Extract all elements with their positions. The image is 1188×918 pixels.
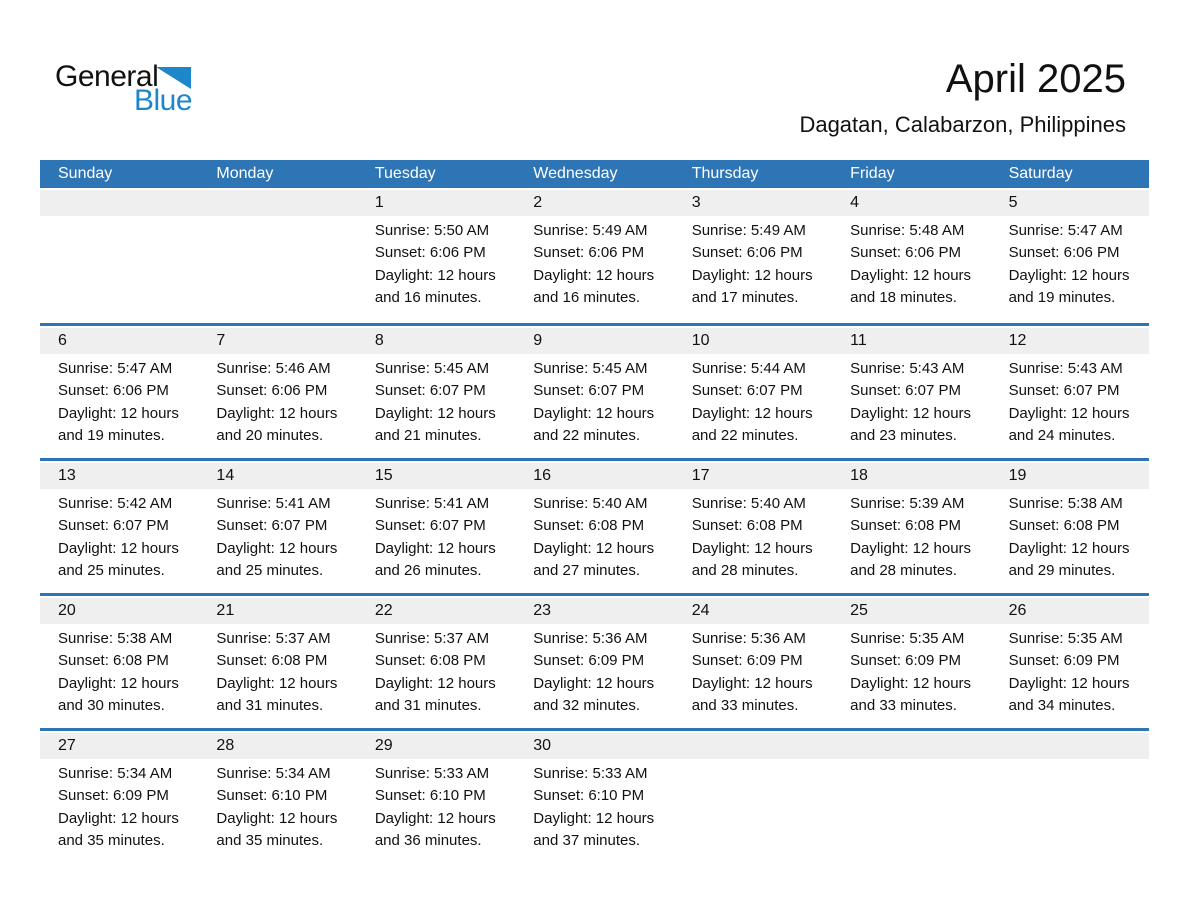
- day-info-line: Sunrise: 5:34 AM: [216, 765, 331, 782]
- day-info: [198, 759, 356, 853]
- calendar-week-row: [40, 323, 1149, 458]
- day-number: 22: [357, 598, 515, 624]
- general-blue-logo: [55, 60, 265, 132]
- day-info: [357, 489, 515, 583]
- weekday-header-saturday: Saturday: [1008, 165, 1073, 182]
- day-info: [198, 489, 356, 583]
- day-info-line: Sunrise: 5:40 AM: [691, 495, 806, 512]
- day-number: [198, 190, 356, 216]
- day-info: [674, 759, 832, 763]
- day-number: 20: [40, 598, 198, 624]
- day-info-line: Sunset: 6:07 PM: [216, 517, 328, 535]
- day-info: [357, 216, 515, 310]
- day-info-line: Daylight: 12 hours: [533, 674, 655, 692]
- day-info-line: Sunrise: 5:37 AM: [216, 630, 331, 647]
- day-info-line: Sunrise: 5:45 AM: [533, 360, 648, 377]
- weekday-header-friday: Friday: [850, 165, 895, 182]
- day-info-line: Sunset: 6:08 PM: [58, 652, 169, 670]
- day-info: [832, 759, 990, 763]
- day-info-line: Sunrise: 5:44 AM: [691, 360, 806, 377]
- day-number: 16: [515, 463, 673, 489]
- day-info-line: Sunset: 6:08 PM: [374, 652, 486, 670]
- day-info-line: Daylight: 12 hours: [1008, 539, 1130, 557]
- day-info: [357, 354, 515, 448]
- day-cell: [991, 463, 1149, 593]
- day-info-line: Sunset: 6:10 PM: [533, 787, 645, 805]
- day-info-line: Daylight: 12 hours: [691, 404, 813, 422]
- day-info-line: Daylight: 12 hours: [850, 404, 972, 422]
- day-number: 7: [198, 328, 356, 354]
- day-info-line: Sunset: 6:09 PM: [1008, 652, 1120, 670]
- day-info-line: Sunset: 6:06 PM: [216, 382, 328, 400]
- day-number: [991, 733, 1149, 759]
- day-info-line: and 24 minutes.: [1008, 427, 1116, 445]
- day-info-line: Sunrise: 5:36 AM: [691, 630, 806, 647]
- header-title-block: [799, 56, 1126, 139]
- day-info-line: Sunrise: 5:34 AM: [58, 765, 173, 782]
- day-info-line: and 28 minutes.: [850, 562, 957, 580]
- day-info-line: Sunrise: 5:37 AM: [374, 630, 490, 647]
- day-info: [674, 216, 832, 310]
- day-number: 17: [674, 463, 832, 489]
- day-info-line: Sunrise: 5:47 AM: [1008, 222, 1123, 239]
- day-info: [198, 354, 356, 448]
- day-cell-empty: [198, 190, 356, 323]
- day-info-line: Sunrise: 5:35 AM: [1008, 630, 1123, 647]
- day-number: 2: [515, 190, 673, 216]
- day-info-line: Daylight: 12 hours: [374, 539, 496, 557]
- day-info-line: Sunrise: 5:49 AM: [691, 222, 806, 239]
- day-info-line: Daylight: 12 hours: [691, 266, 813, 284]
- day-number: 28: [198, 733, 356, 759]
- logo-text-blue: Blue: [134, 84, 193, 117]
- day-info-line: Sunrise: 5:41 AM: [374, 495, 490, 512]
- page-title: April 2025: [945, 57, 1126, 101]
- day-info-line: Daylight: 12 hours: [216, 404, 338, 422]
- day-info-line: Sunrise: 5:42 AM: [58, 495, 173, 512]
- day-info: [991, 354, 1149, 448]
- calendar-week-row: [40, 593, 1149, 728]
- day-info-line: Daylight: 12 hours: [374, 674, 496, 692]
- day-info-line: Sunset: 6:10 PM: [374, 787, 486, 805]
- day-info-line: Daylight: 12 hours: [1008, 674, 1130, 692]
- day-info-line: and 25 minutes.: [216, 562, 324, 580]
- day-cell: [40, 733, 198, 863]
- day-info: [198, 624, 356, 718]
- day-info-line: Sunrise: 5:48 AM: [850, 222, 965, 239]
- day-info-line: Sunrise: 5:35 AM: [850, 630, 965, 647]
- day-info-line: and 16 minutes.: [374, 289, 482, 307]
- day-info: [515, 354, 673, 448]
- weekday-header-tuesday: Tuesday: [374, 165, 436, 182]
- day-cell: [198, 463, 356, 593]
- day-cell: [832, 598, 990, 728]
- day-number: 5: [991, 190, 1149, 216]
- day-info-line: Sunrise: 5:43 AM: [1008, 360, 1123, 377]
- day-info-line: Daylight: 12 hours: [533, 266, 655, 284]
- day-info-line: Sunset: 6:07 PM: [374, 382, 486, 400]
- day-cell: [357, 463, 515, 593]
- day-number: 29: [357, 733, 515, 759]
- day-info-line: Daylight: 12 hours: [850, 674, 972, 692]
- day-info-line: Sunset: 6:08 PM: [216, 652, 328, 670]
- day-info-line: Sunrise: 5:39 AM: [850, 495, 965, 512]
- day-cell: [674, 190, 832, 323]
- day-info-line: Daylight: 12 hours: [374, 809, 496, 827]
- day-info-line: Daylight: 12 hours: [533, 809, 655, 827]
- day-cell: [40, 328, 198, 458]
- calendar-week-row: [40, 458, 1149, 593]
- day-info-line: Sunrise: 5:38 AM: [58, 630, 173, 647]
- day-info: [991, 216, 1149, 310]
- day-cell: [991, 598, 1149, 728]
- day-info-line: and 30 minutes.: [58, 697, 165, 715]
- day-number: 15: [357, 463, 515, 489]
- day-info: [991, 624, 1149, 718]
- day-info-line: Sunset: 6:06 PM: [850, 244, 962, 262]
- day-info-line: Daylight: 12 hours: [533, 539, 655, 557]
- day-number: [674, 733, 832, 759]
- day-info-line: and 19 minutes.: [1008, 289, 1116, 307]
- day-info: [515, 624, 673, 718]
- day-info-line: Daylight: 12 hours: [58, 809, 179, 827]
- day-info-line: Sunset: 6:07 PM: [691, 382, 803, 400]
- day-info-line: and 20 minutes.: [216, 427, 324, 445]
- calendar-week-row: [40, 188, 1149, 323]
- day-info-line: Daylight: 12 hours: [216, 674, 338, 692]
- day-number: 11: [832, 328, 990, 354]
- day-info: [198, 216, 356, 220]
- day-info: [357, 759, 515, 853]
- day-info-line: Sunrise: 5:40 AM: [533, 495, 648, 512]
- day-info: [515, 759, 673, 853]
- day-info: [40, 759, 198, 853]
- day-number: 13: [40, 463, 198, 489]
- day-info-line: Daylight: 12 hours: [374, 404, 496, 422]
- day-info: [832, 489, 990, 583]
- day-info-line: Sunrise: 5:47 AM: [58, 360, 173, 377]
- day-info-line: Daylight: 12 hours: [533, 404, 655, 422]
- day-info-line: and 18 minutes.: [850, 289, 957, 307]
- day-info: [674, 354, 832, 448]
- day-cell: [357, 733, 515, 863]
- day-info-line: Sunrise: 5:38 AM: [1008, 495, 1123, 512]
- day-info-line: and 28 minutes.: [691, 562, 799, 580]
- day-info-line: and 34 minutes.: [1008, 697, 1116, 715]
- day-info-line: Daylight: 12 hours: [1008, 404, 1130, 422]
- day-cell: [515, 328, 673, 458]
- day-info-line: Sunset: 6:10 PM: [216, 787, 328, 805]
- day-info-line: Sunset: 6:07 PM: [533, 382, 645, 400]
- day-number: 1: [357, 190, 515, 216]
- calendar-week-row: [40, 728, 1149, 863]
- day-number: 27: [40, 733, 198, 759]
- day-info: [40, 624, 198, 718]
- day-info-line: Daylight: 12 hours: [691, 539, 813, 557]
- day-info-line: Sunset: 6:07 PM: [58, 517, 169, 535]
- day-number: 14: [198, 463, 356, 489]
- day-info-line: and 35 minutes.: [58, 832, 165, 850]
- day-info-line: Sunset: 6:06 PM: [691, 244, 803, 262]
- day-cell-empty: [674, 733, 832, 863]
- day-number: 23: [515, 598, 673, 624]
- day-info-line: and 31 minutes.: [374, 697, 482, 715]
- day-cell: [198, 733, 356, 863]
- weekday-header-wednesday: Wednesday: [533, 165, 618, 182]
- day-cell: [515, 733, 673, 863]
- day-info-line: and 22 minutes.: [691, 427, 799, 445]
- weekday-header-thursday: Thursday: [691, 165, 759, 182]
- day-cell: [832, 328, 990, 458]
- day-info-line: Sunrise: 5:33 AM: [374, 765, 490, 782]
- day-info-line: Daylight: 12 hours: [374, 266, 496, 284]
- day-cell: [674, 463, 832, 593]
- day-cell-empty: [40, 190, 198, 323]
- day-info-line: and 21 minutes.: [374, 427, 482, 445]
- day-info-line: Sunset: 6:09 PM: [533, 652, 645, 670]
- day-info: [832, 216, 990, 310]
- day-info-line: Sunset: 6:08 PM: [533, 517, 645, 535]
- weekday-header-monday: Monday: [216, 165, 274, 182]
- day-info-line: Daylight: 12 hours: [691, 674, 813, 692]
- day-number: 10: [674, 328, 832, 354]
- day-info-line: Daylight: 12 hours: [216, 809, 338, 827]
- day-info-line: Sunset: 6:09 PM: [691, 652, 803, 670]
- day-info-line: Daylight: 12 hours: [58, 539, 179, 557]
- day-info-line: Sunrise: 5:41 AM: [216, 495, 331, 512]
- day-cell: [515, 190, 673, 323]
- day-info-line: Sunset: 6:08 PM: [691, 517, 803, 535]
- day-info-line: Daylight: 12 hours: [850, 539, 972, 557]
- day-info-line: and 22 minutes.: [533, 427, 641, 445]
- day-cell: [357, 190, 515, 323]
- day-info: [991, 489, 1149, 583]
- day-cell: [674, 598, 832, 728]
- day-info-line: Daylight: 12 hours: [850, 266, 972, 284]
- day-info: [357, 624, 515, 718]
- day-cell: [832, 190, 990, 323]
- day-info-line: and 25 minutes.: [58, 562, 165, 580]
- day-info-line: and 33 minutes.: [850, 697, 957, 715]
- day-number: 24: [674, 598, 832, 624]
- day-info-line: and 27 minutes.: [533, 562, 641, 580]
- day-info-line: Daylight: 12 hours: [58, 674, 179, 692]
- day-info-line: Sunset: 6:07 PM: [850, 382, 962, 400]
- day-cell: [991, 190, 1149, 323]
- weekday-header-sunday: Sunday: [58, 165, 113, 182]
- day-info-line: and 19 minutes.: [58, 427, 165, 445]
- day-info: [515, 489, 673, 583]
- day-number: 8: [357, 328, 515, 354]
- day-number: 12: [991, 328, 1149, 354]
- calendar-grid: [40, 188, 1149, 863]
- day-info-line: Sunset: 6:08 PM: [850, 517, 962, 535]
- day-info-line: Sunset: 6:08 PM: [1008, 517, 1120, 535]
- logo-text-general: General: [55, 60, 159, 93]
- day-cell: [832, 463, 990, 593]
- day-info-line: and 36 minutes.: [374, 832, 482, 850]
- day-info-line: Sunrise: 5:49 AM: [533, 222, 648, 239]
- day-info-line: and 33 minutes.: [691, 697, 799, 715]
- day-info: [40, 354, 198, 448]
- day-info-line: and 29 minutes.: [1008, 562, 1116, 580]
- day-number: 9: [515, 328, 673, 354]
- day-info: [515, 216, 673, 310]
- day-cell: [674, 328, 832, 458]
- day-info-line: and 35 minutes.: [216, 832, 324, 850]
- day-cell: [40, 598, 198, 728]
- day-info: [40, 216, 198, 220]
- day-number: 21: [198, 598, 356, 624]
- day-info-line: Sunset: 6:06 PM: [533, 244, 645, 262]
- day-number: 30: [515, 733, 673, 759]
- day-number: 25: [832, 598, 990, 624]
- day-info-line: Sunset: 6:06 PM: [1008, 244, 1120, 262]
- day-number: [832, 733, 990, 759]
- day-info: [832, 624, 990, 718]
- day-info-line: Sunset: 6:07 PM: [1008, 382, 1120, 400]
- calendar-table: [40, 160, 1149, 863]
- page-subtitle: Dagatan, Calabarzon, Philippines: [799, 112, 1126, 137]
- day-cell: [198, 598, 356, 728]
- day-info-line: Sunrise: 5:45 AM: [374, 360, 490, 377]
- day-info: [674, 489, 832, 583]
- day-info-line: Sunset: 6:06 PM: [374, 244, 486, 262]
- day-info-line: Sunrise: 5:33 AM: [533, 765, 648, 782]
- day-info: [832, 354, 990, 448]
- day-number: [40, 190, 198, 216]
- day-info: [40, 489, 198, 583]
- day-info-line: and 16 minutes.: [533, 289, 641, 307]
- day-info: [674, 624, 832, 718]
- day-info-line: and 32 minutes.: [533, 697, 641, 715]
- day-info-line: Sunrise: 5:50 AM: [374, 222, 490, 239]
- day-info-line: Sunset: 6:07 PM: [374, 517, 486, 535]
- day-cell: [40, 463, 198, 593]
- day-cell-empty: [991, 733, 1149, 863]
- weekday-header-row: [40, 160, 1149, 188]
- day-info-line: and 26 minutes.: [374, 562, 482, 580]
- day-info-line: Sunrise: 5:36 AM: [533, 630, 648, 647]
- day-number: 6: [40, 328, 198, 354]
- day-cell: [198, 328, 356, 458]
- day-number: 26: [991, 598, 1149, 624]
- day-number: 18: [832, 463, 990, 489]
- day-info-line: Sunrise: 5:46 AM: [216, 360, 331, 377]
- day-info-line: Daylight: 12 hours: [58, 404, 179, 422]
- day-info-line: Daylight: 12 hours: [216, 539, 338, 557]
- day-info-line: and 37 minutes.: [533, 832, 641, 850]
- day-info-line: and 23 minutes.: [850, 427, 957, 445]
- day-info-line: Sunset: 6:06 PM: [58, 382, 169, 400]
- day-info: [991, 759, 1149, 763]
- day-number: 19: [991, 463, 1149, 489]
- day-cell: [515, 598, 673, 728]
- day-info-line: Daylight: 12 hours: [1008, 266, 1130, 284]
- day-cell: [357, 328, 515, 458]
- day-cell: [515, 463, 673, 593]
- day-info-line: Sunset: 6:09 PM: [850, 652, 962, 670]
- day-info-line: and 17 minutes.: [691, 289, 799, 307]
- day-cell: [991, 328, 1149, 458]
- day-cell: [357, 598, 515, 728]
- day-cell-empty: [832, 733, 990, 863]
- day-info-line: Sunset: 6:09 PM: [58, 787, 169, 805]
- day-info-line: Sunrise: 5:43 AM: [850, 360, 965, 377]
- day-info-line: and 31 minutes.: [216, 697, 324, 715]
- day-number: 4: [832, 190, 990, 216]
- day-number: 3: [674, 190, 832, 216]
